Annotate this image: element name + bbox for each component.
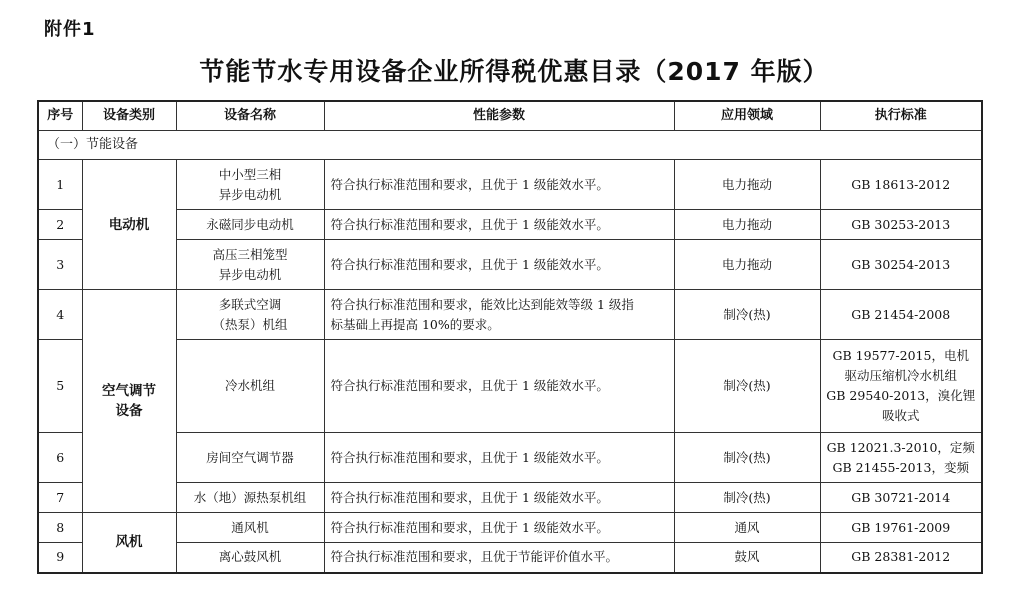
row-name-line: （热泵）机组 [212,316,288,332]
header-params: 性能参数 [324,101,674,131]
row-params: 符合执行标准范围和要求，且优于 1 级能效水平。 [324,160,674,210]
row-params-line: 符合执行标准范围和要求，能效比达到能效等级 1 级指 [330,296,634,312]
row-field: 制冷(热) [674,433,820,483]
row-name-line: 中小型三相 [218,166,282,182]
row-name: 水（地）源热泵机组 [176,483,324,513]
row-standard: GB 30253-2013 [820,210,982,240]
equipment-catalog-table [37,100,983,574]
table-row [38,160,982,210]
row-standard-line: GB 12021.3-2010，定频 [826,439,975,455]
row-params: 符合执行标准范围和要求，且优于 1 级能效水平。 [324,513,674,543]
row-params: 符合执行标准范围和要求，且优于 1 级能效水平。 [324,240,674,290]
table-row [38,240,982,290]
header-field: 应用领域 [674,101,820,131]
row-standard: GB 19761-2009 [820,513,982,543]
row-field: 制冷(热) [674,483,820,513]
table-row [38,433,982,483]
row-name-line: 多联式空调 [218,296,282,312]
header-name: 设备名称 [176,101,324,131]
row-field: 制冷(热) [674,290,820,340]
table-row [38,483,982,513]
table-row [38,543,982,573]
row-name: 离心鼓风机 [176,543,324,573]
header-no: 序号 [38,101,82,131]
row-no: 8 [38,513,82,543]
header-category: 设备类别 [82,101,176,131]
row-no: 6 [38,433,82,483]
row-params: 符合执行标准范围和要求，且优于节能评价值水平。 [324,543,674,573]
row-field: 电力拖动 [674,210,820,240]
table-header-row [38,101,982,131]
row-name-line: 高压三相笼型 [212,246,288,262]
category-fan: 风机 [82,513,176,573]
row-standard [820,340,982,433]
section-row [38,131,982,160]
section-label: （一）节能设备 [38,131,982,160]
row-name: 房间空气调节器 [176,433,324,483]
row-standard: GB 18613-2012 [820,160,982,210]
row-standard: GB 30254-2013 [820,240,982,290]
table-row [38,210,982,240]
category-aircon-line: 设备 [115,403,143,419]
row-no: 3 [38,240,82,290]
row-standard-line: GB 19577-2015，电机 [832,348,969,363]
row-name-line: 异步电动机 [218,266,282,282]
category-motor: 电动机 [82,160,176,290]
row-field: 制冷(热) [674,340,820,433]
row-no: 5 [38,340,82,433]
row-no: 9 [38,543,82,573]
row-params [324,290,674,340]
table-row [38,513,982,543]
row-field: 电力拖动 [674,160,820,210]
row-standard-line: GB 29540-2013，溴化锂 [826,388,976,403]
category-aircon [82,290,176,513]
row-name-line: 异步电动机 [218,186,282,202]
table-row [38,290,982,340]
row-name: 永磁同步电动机 [176,210,324,240]
row-standard: GB 21454-2008 [820,290,982,340]
row-standard: GB 30721-2014 [820,483,982,513]
attachment-label: 附件1 [44,19,96,40]
category-aircon-line: 空气调节 [102,383,156,399]
row-field: 电力拖动 [674,240,820,290]
row-params: 符合执行标准范围和要求，且优于 1 级能效水平。 [324,340,674,433]
table-row [38,340,982,433]
row-standard-line: GB 21455-2013，变频 [832,459,969,475]
page-title: 节能节水专用设备企业所得税优惠目录（2017 年版） [199,57,829,86]
row-no: 1 [38,160,82,210]
row-no: 4 [38,290,82,340]
row-name [176,290,324,340]
row-standard [820,433,982,483]
row-name [176,240,324,290]
row-no: 7 [38,483,82,513]
row-params: 符合执行标准范围和要求，且优于 1 级能效水平。 [324,210,674,240]
row-standard: GB 28381-2012 [820,543,982,573]
row-field: 通风 [674,513,820,543]
row-standard-line: 驱动压缩机冷水机组 [844,368,957,383]
row-name: 通风机 [176,513,324,543]
row-params: 符合执行标准范围和要求，且优于 1 级能效水平。 [324,483,674,513]
row-field: 鼓风 [674,543,820,573]
header-standard: 执行标准 [820,101,982,131]
row-no: 2 [38,210,82,240]
row-params-line: 标基础上再提高 10%的要求。 [330,316,500,332]
row-params: 符合执行标准范围和要求，且优于 1 级能效水平。 [324,433,674,483]
row-name [176,160,324,210]
row-name: 冷水机组 [176,340,324,433]
row-standard-line: 吸收式 [881,408,920,423]
